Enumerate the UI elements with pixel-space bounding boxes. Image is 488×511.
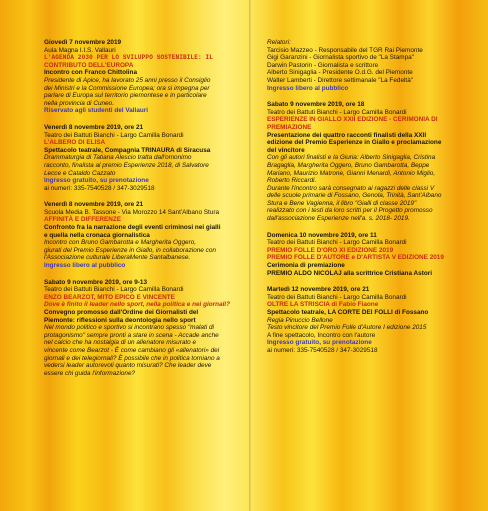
- event-block: [44, 124, 232, 192]
- event-line: Ingresso gratuito, su prenotazione: [267, 339, 372, 347]
- event-line: Tarcisio Mazzeo - Responsabile del TGR Rai Piemonte: [267, 46, 423, 54]
- event-line: Roberto Riccardi.: [267, 177, 317, 185]
- event-line: Presidente di Apice, ha lavorato 25 anni presso il Consiglio: [44, 76, 211, 84]
- event-line: Stura e Bene Vagienna, il libro "Gialli di classe 2019": [267, 199, 417, 207]
- event-line: vincente come Bearzot - È come cambiano gli «allenatori» dei: [44, 346, 220, 354]
- event-line: OLTRE LA STRISCIA di Fabio Fiaone: [267, 301, 379, 309]
- event-line: giurati del Premio Esperienze in Giallo, in collaborazione con: [44, 246, 216, 254]
- event-line: Sabato 9 novembre 2019, ore 9-13: [44, 278, 148, 286]
- event-line: Venerdì 8 novembre 2019, ore 21: [44, 123, 144, 131]
- event-line: ai numeri: 335-7540528 / 347-3029518: [267, 346, 378, 354]
- event-line: Teatro dei Battuti Bianchi - Largo Camilla Bonardi: [267, 239, 407, 247]
- event-line: Teatro dei Battuti Bianchi - Largo Camilla Bonardi: [267, 108, 407, 116]
- event-line: ESPERIENZE IN GIALLO XXII EDIZIONE - CERIMONIA DI: [267, 116, 438, 124]
- event-block: [44, 279, 232, 378]
- event-line: nel calcio che ha nostalgia di un allenatore misurato e: [44, 339, 197, 347]
- event-line: Giovedì 7 novembre 2019: [44, 39, 122, 46]
- event-line: Relatori:: [267, 39, 291, 46]
- event-line: Durante l'incontro sarà consegnato ai ragazzi delle classi V: [267, 184, 435, 192]
- event-line: Gigi Garanzini - Giornalista sportivo de "La Stampa": [267, 54, 414, 62]
- event-line: Testo vincitore del Premio Folle d'Autore I edizione 2015: [267, 324, 427, 332]
- event-line: essere chi guida l'informazione?: [44, 369, 136, 377]
- event-block: [267, 286, 463, 354]
- event-line: Piemonte: riflessioni sulla deontologia nello sport: [44, 316, 196, 324]
- event-line: ENZO BEARZOT, MITO EPICO E VINCENTE: [44, 293, 175, 301]
- event-line: Ingresso libero al pubblico: [267, 84, 349, 92]
- event-line: parlare di Europa sul territorio piemontese e in particolare: [44, 92, 207, 100]
- event-line: AFFINITÀ E DIFFERENZE: [44, 216, 122, 224]
- event-line: Walter Lamberti - Direttore settimanale "La Fedeltà": [267, 76, 414, 84]
- event-line: Darwin Pastorin - Giornalista e scrittore: [267, 61, 379, 69]
- event-line: Aula Magna I.I.S. Vallauri: [44, 46, 116, 54]
- event-block: [267, 232, 463, 278]
- event-line: Incontro con Bruno Gambarotta e Margherita Oggero,: [44, 239, 197, 247]
- event-line: delle scuole primarie di Fossano, Genola, Trinità, Sant'Albano: [267, 192, 442, 200]
- event-line: PREMIO FOLLE D'ORO XI EDIZIONE 2019: [267, 246, 394, 254]
- event-line: edizione del Premio Esperienze in Giallo e proclamazione: [267, 139, 442, 147]
- event-line: Spettacolo teatrale, Compagnia TRINAURA di Siracusa: [44, 146, 211, 154]
- event-line: e quella nella cronaca giornalistica: [44, 231, 150, 239]
- event-line: Sabato 9 novembre 2019, ore 18: [267, 101, 365, 109]
- event-line: Martedì 12 novembre 2019, ore 21: [267, 286, 370, 294]
- event-line: Cerimonia di premiazione: [267, 262, 345, 270]
- event-line: L'ALBERO DI ELISA: [44, 139, 106, 147]
- event-line: PREMIO ALDO NICOLAJ alla scrittrice Cristiana Astori: [267, 269, 433, 277]
- event-line: Confronto fra la narrazione degli eventi criminosi nei gialli: [44, 224, 221, 232]
- event-block: [267, 101, 463, 223]
- event-line: ai numeri: 335-7540528 / 347-3029518: [44, 184, 155, 192]
- event-line: Presentazione dei quattro racconti finalisti della XXII: [267, 131, 427, 139]
- event-line: Riservato agli studenti del Vallauri: [44, 107, 149, 115]
- event-block: [44, 39, 232, 115]
- event-line: Spettacolo teatrale, LA CORTE DEI FOLLI di Fossano: [267, 309, 429, 316]
- event-line: A fine spettacolo, Incontro con l'autore: [267, 331, 376, 339]
- event-line: Teatro dei Battuti Bianchi - Largo Camilla Bonardi: [44, 286, 184, 294]
- event-line: Nel mondo politico e sportivo si incontrano spesso "malati di: [44, 324, 214, 332]
- event-line: Ingresso libero al pubblico: [44, 262, 126, 270]
- event-line: Con gli autori finalisti e la Giuria: Alberto Sinigaglia, Cristina: [267, 154, 436, 162]
- event-line: Ingresso gratuito, su prenotazione: [44, 177, 149, 185]
- event-line: dall'associazione Esperienze nell'a. s. 2018- 2019.: [267, 215, 410, 223]
- event-line: Scuola Media B. Tassone - Via Morozzo 14 Sant'Albano Stura: [44, 208, 220, 216]
- event-line: Bragaglia, Margherita Oggero, Bruno Gambarotta, Beppe: [267, 161, 430, 169]
- event-line: Teatro dei Battuti Bianchi - Largo Camilla Bonardi: [44, 131, 184, 139]
- event-line: protagonismo" sempre pronti a stare in scena - Accade anche: [44, 331, 219, 339]
- event-line: l'Associazione culturale LiberaMente Santalbanese.: [44, 254, 191, 262]
- event-line: L'AGENDA 2030 PER LO SVILUPPO SOSTENIBILE: IL: [44, 54, 214, 62]
- event-line: PREMIO FOLLE D'AUTORE e D'ARTISTA V EDIZIONE 2019: [267, 254, 444, 262]
- event-line: Dove è finito il leader nello sport, nella politica e nei giornali?: [44, 301, 231, 309]
- event-line: giornali e dei telegiornali? È possibile che in politica torniano a: [44, 354, 220, 362]
- event-line: dei Ministri e la Commissione Europea; ora si impegna per: [44, 84, 210, 92]
- event-line: del vincitore: [267, 146, 305, 154]
- event-line: CONTRIBUTO DELL'EUROPA: [44, 61, 134, 69]
- right-column: [267, 39, 463, 364]
- event-line: Lecce e Cataldo Cazzato: [44, 169, 116, 177]
- event-line: Venerdì 8 novembre 2019, ore 21: [44, 201, 144, 209]
- event-line: racconto, finalista al premio Esperienze 2018, di Salvatore: [44, 161, 209, 169]
- event-line: vedersi leader autorevoli quanto misurati? Che leader deve: [44, 362, 212, 370]
- event-line: Mariano, Maurizio Matrone, Gianni Menardi, Antonio Miglio,: [267, 169, 436, 177]
- left-column: [44, 39, 232, 386]
- event-line: PREMIAZIONE: [267, 123, 312, 131]
- event-block: [267, 39, 463, 92]
- event-line: nella provincia di Cuneo.: [44, 99, 114, 107]
- event-line: Incontro con Franco Chittolina: [44, 69, 138, 77]
- event-line: Drammaturgia di Tatiana Alescio tratta dall'omonimo: [44, 154, 192, 162]
- event-line: realizzato con i testi da loro scritti per il Progetto promosso: [267, 207, 433, 215]
- page-fold: [249, 0, 252, 511]
- event-block: [44, 201, 232, 269]
- event-line: Convegno promosso dall'Ordine dei Giornalisti del: [44, 309, 199, 316]
- event-line: Alberto Sinigaglia - Presidente O.d.G. del Piemonte: [267, 69, 413, 77]
- event-line: Teatro dei Battuti Bianchi - Largo Camilla Bonardi: [267, 293, 407, 301]
- event-line: Domenica 10 novembre 2019, ore 11: [267, 231, 377, 239]
- event-line: Regia Pinuccio Bellone: [267, 316, 333, 324]
